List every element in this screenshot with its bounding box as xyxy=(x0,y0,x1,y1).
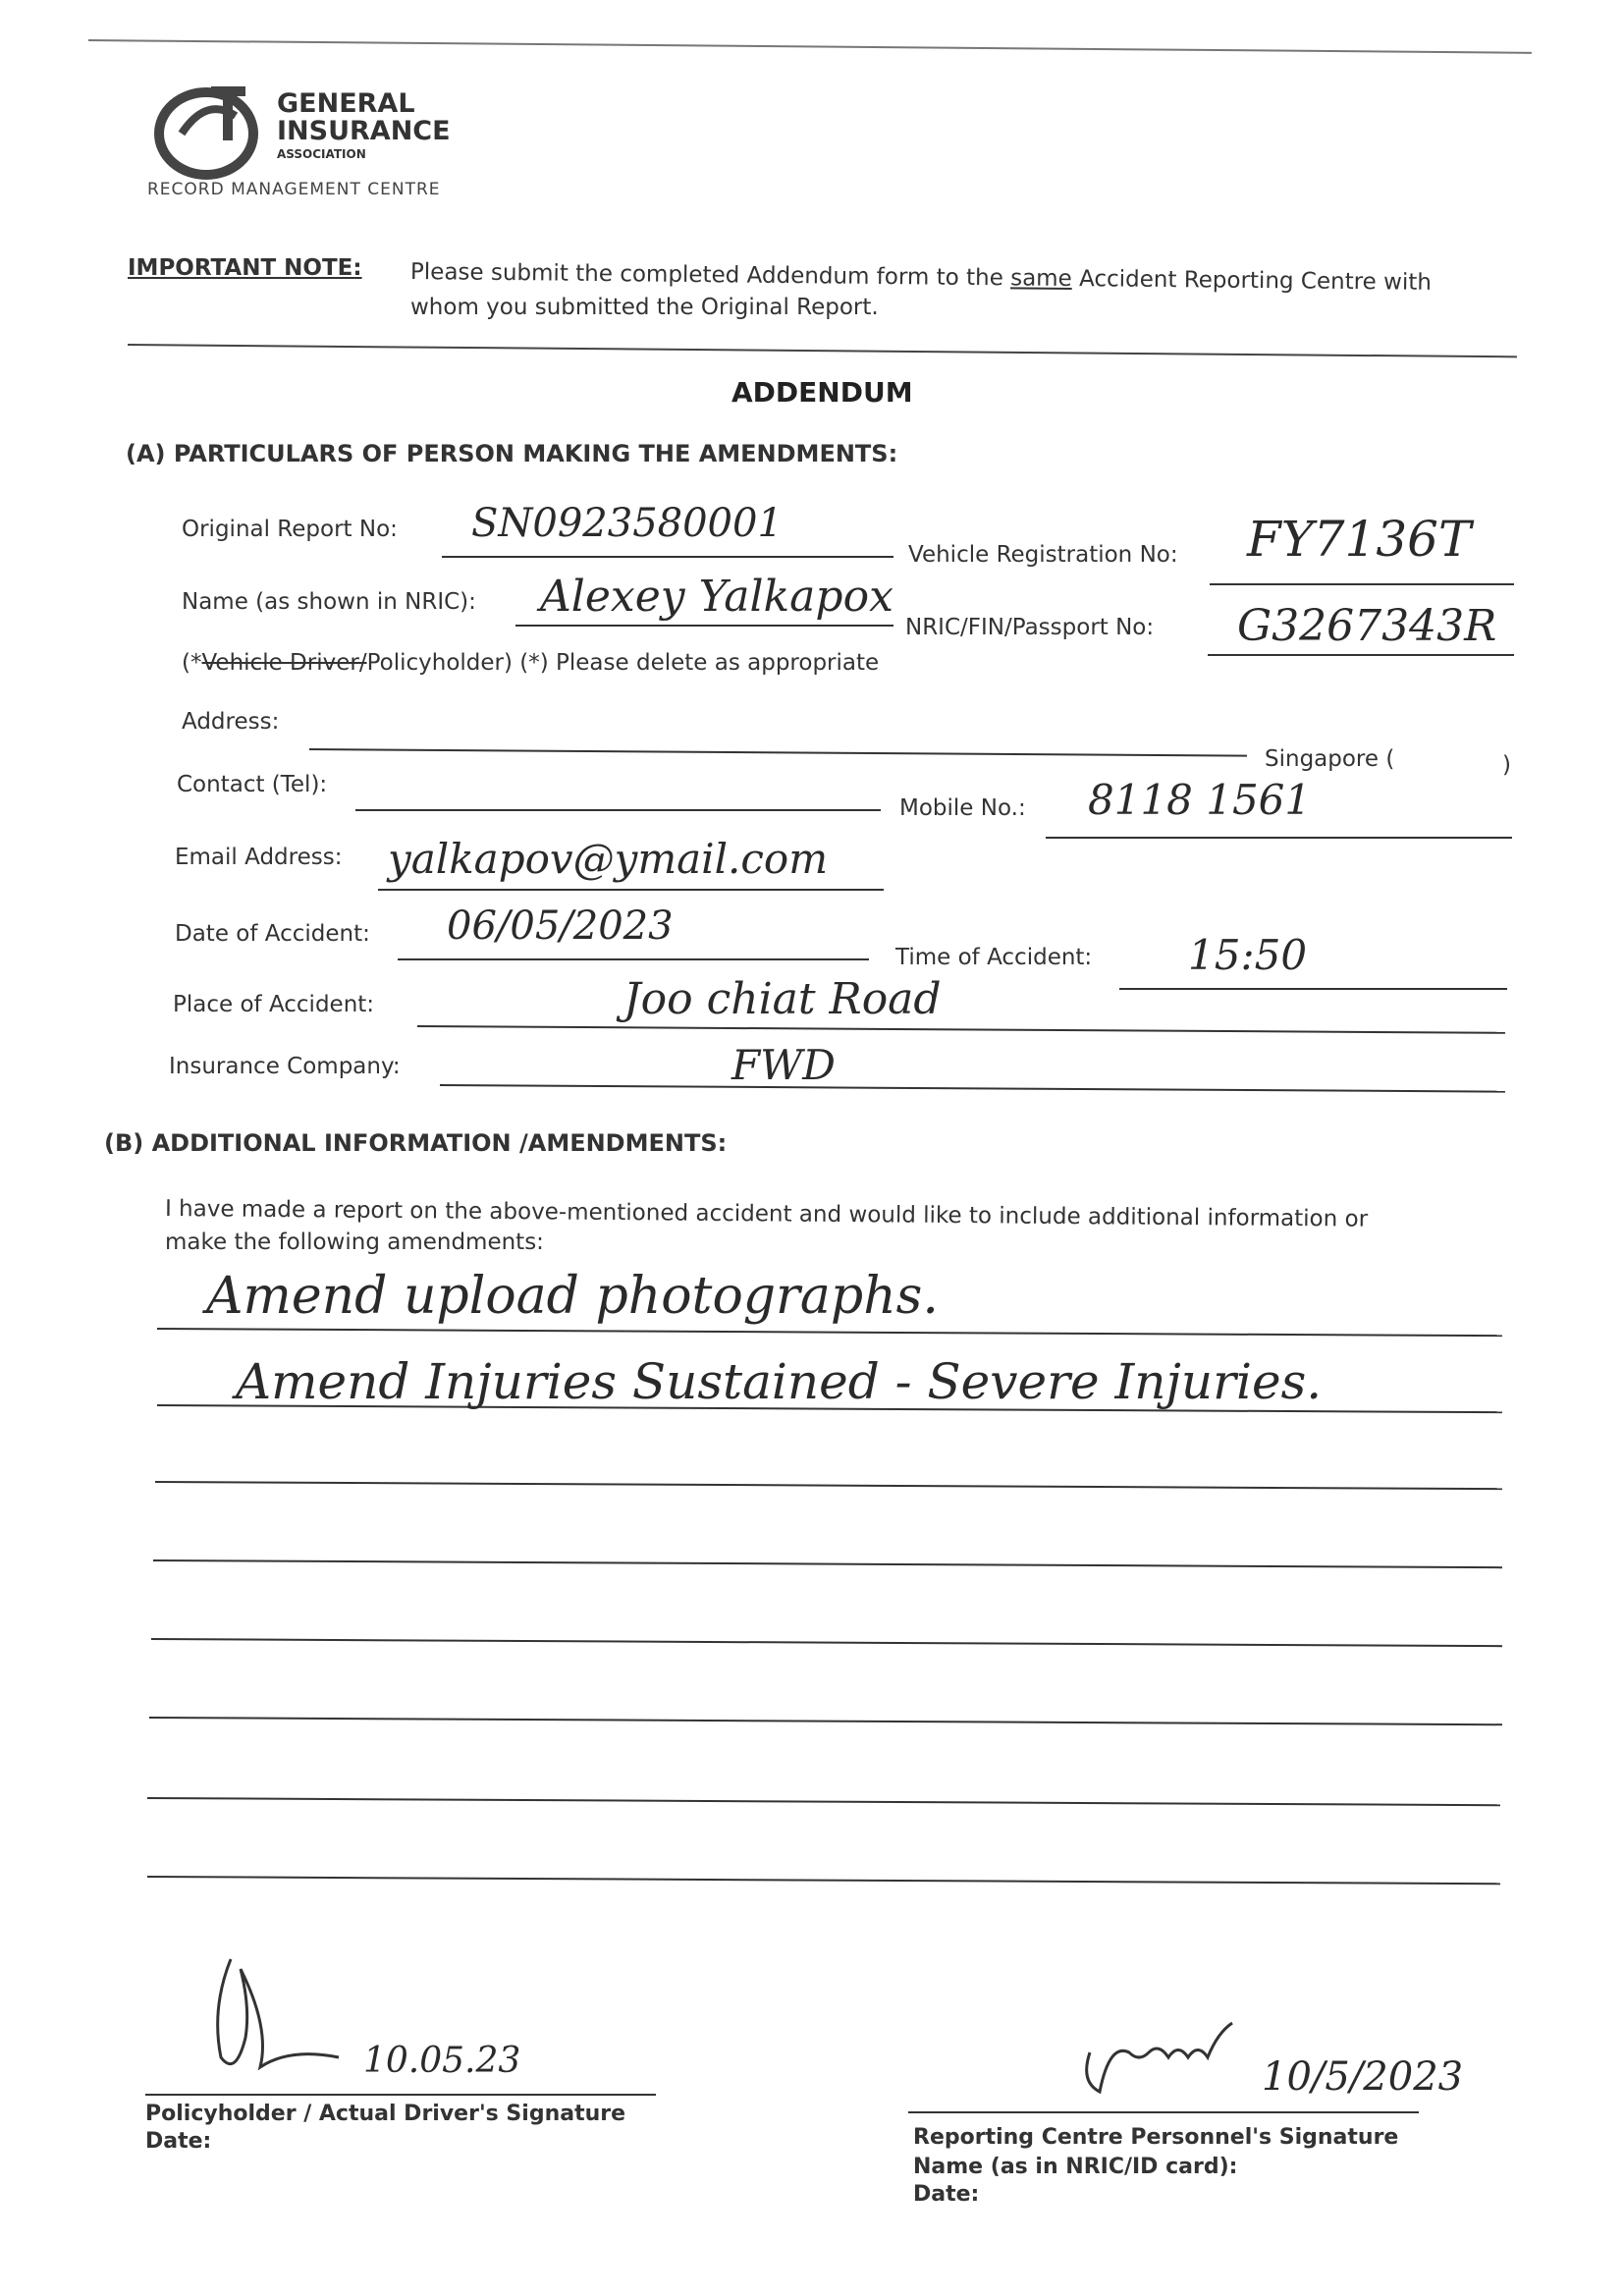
important-note-line2: whom you submitted the Original Report. xyxy=(410,295,879,320)
place-value: Joo chiat Road xyxy=(623,974,942,1024)
logo-centre: RECORD MANAGEMENT CENTRE xyxy=(147,180,441,199)
personnel-signature-icon xyxy=(1070,2013,1247,2111)
mobile-value: 8118 1561 xyxy=(1088,776,1312,824)
time-line xyxy=(1119,988,1507,990)
policyholder-signature-label: Policyholder / Actual Driver's Signature xyxy=(145,2102,626,2126)
section-b-intro-2: make the following amendments: xyxy=(165,1230,544,1255)
amendment-text-2: Amend Injuries Sustained - Severe Injuries. xyxy=(236,1353,1323,1410)
insurer-value: FWD xyxy=(731,1041,836,1089)
role-line xyxy=(182,650,879,676)
gia-emblem-icon xyxy=(152,77,270,185)
insurer-label: Insurance Company: xyxy=(169,1054,401,1079)
email-line xyxy=(378,889,884,891)
nric-label: NRIC/FIN/Passport No: xyxy=(905,615,1155,640)
important-note-label: IMPORTANT NOTE: xyxy=(128,255,362,281)
place-line xyxy=(417,1025,1505,1034)
name-label: Name (as shown in NRIC): xyxy=(182,589,476,615)
amendment-text-1: Amend upload photographs. xyxy=(206,1267,939,1326)
nric-line xyxy=(1208,654,1514,656)
original-report-label: Original Report No: xyxy=(182,517,398,542)
amendment-line-3 xyxy=(155,1481,1502,1490)
amendment-line-7 xyxy=(147,1797,1500,1806)
role-struck: Vehicle Driver/ xyxy=(201,650,367,676)
mobile-line xyxy=(1046,837,1512,839)
date-label: Date of Accident: xyxy=(175,921,370,947)
email-label: Email Address: xyxy=(175,845,343,870)
policyholder-signature-line xyxy=(145,2094,656,2096)
mobile-label: Mobile No.: xyxy=(899,795,1026,821)
insurer-line xyxy=(440,1084,1505,1093)
policyholder-date-value: 10.05.23 xyxy=(363,2041,521,2081)
gia-logo xyxy=(147,77,471,204)
amendment-line-6 xyxy=(149,1717,1502,1725)
personnel-signature-label: Reporting Centre Personnel's Signature xyxy=(913,2125,1399,2150)
top-border xyxy=(88,39,1532,54)
logo-line2: INSURANCE xyxy=(277,116,451,146)
personnel-date-label: Date: xyxy=(913,2182,980,2207)
vehicle-reg-line xyxy=(1210,583,1514,585)
logo-line3: ASSOCIATION xyxy=(277,147,366,161)
amendment-line-8 xyxy=(147,1876,1500,1885)
original-report-line xyxy=(442,556,893,558)
original-report-value: SN0923580001 xyxy=(471,501,783,546)
form-title: ADDENDUM xyxy=(731,376,913,409)
place-label: Place of Accident: xyxy=(173,992,375,1017)
personnel-date-value: 10/5/2023 xyxy=(1262,2054,1464,2100)
address-line xyxy=(309,748,1247,757)
name-line xyxy=(515,625,893,627)
note-divider xyxy=(128,344,1517,357)
singapore-close: ) xyxy=(1502,752,1511,778)
address-label: Address: xyxy=(182,709,280,735)
singapore-label: Singapore ( xyxy=(1265,746,1395,772)
contact-label: Contact (Tel): xyxy=(177,772,328,797)
time-label: Time of Accident: xyxy=(895,945,1093,970)
personnel-signature-line xyxy=(908,2111,1419,2113)
vehicle-reg-value: FY7136T xyxy=(1247,511,1472,568)
important-note-text xyxy=(410,259,1432,296)
policyholder-signature-icon xyxy=(191,1949,349,2087)
logo-line1: GENERAL xyxy=(277,88,415,119)
personnel-name-label: Name (as in NRIC/ID card): xyxy=(913,2155,1238,2179)
contact-line xyxy=(355,809,881,811)
nric-value: G3267343R xyxy=(1237,601,1497,651)
policyholder-date-label: Date: xyxy=(145,2129,212,2154)
section-b-intro-1: I have made a report on the above-mentioned accident and would like to include additional information or xyxy=(164,1196,1369,1232)
note-text-same: same xyxy=(1010,265,1072,293)
amendment-line-4 xyxy=(153,1559,1502,1568)
email-value: yalkapov@ymail.com xyxy=(388,835,829,883)
note-text-a: Please submit the completed Addendum form to the xyxy=(409,259,1011,292)
time-value: 15:50 xyxy=(1188,931,1308,979)
date-line xyxy=(398,958,869,960)
section-b-heading: (B) ADDITIONAL INFORMATION /AMENDMENTS: xyxy=(104,1129,728,1157)
date-value: 06/05/2023 xyxy=(447,903,674,949)
section-a-heading: (A) PARTICULARS OF PERSON MAKING THE AMENDMENTS: xyxy=(126,440,898,467)
vehicle-reg-label: Vehicle Registration No: xyxy=(908,542,1178,568)
amendment-line-1 xyxy=(157,1328,1502,1337)
role-prefix: (* xyxy=(182,650,202,676)
name-value: Alexey Yalkapox xyxy=(540,572,893,622)
note-text-b: Accident Reporting Centre with xyxy=(1071,266,1433,296)
role-rest: Policyholder) (*) Please delete as appropriate xyxy=(366,650,880,676)
amendment-line-5 xyxy=(151,1638,1502,1647)
